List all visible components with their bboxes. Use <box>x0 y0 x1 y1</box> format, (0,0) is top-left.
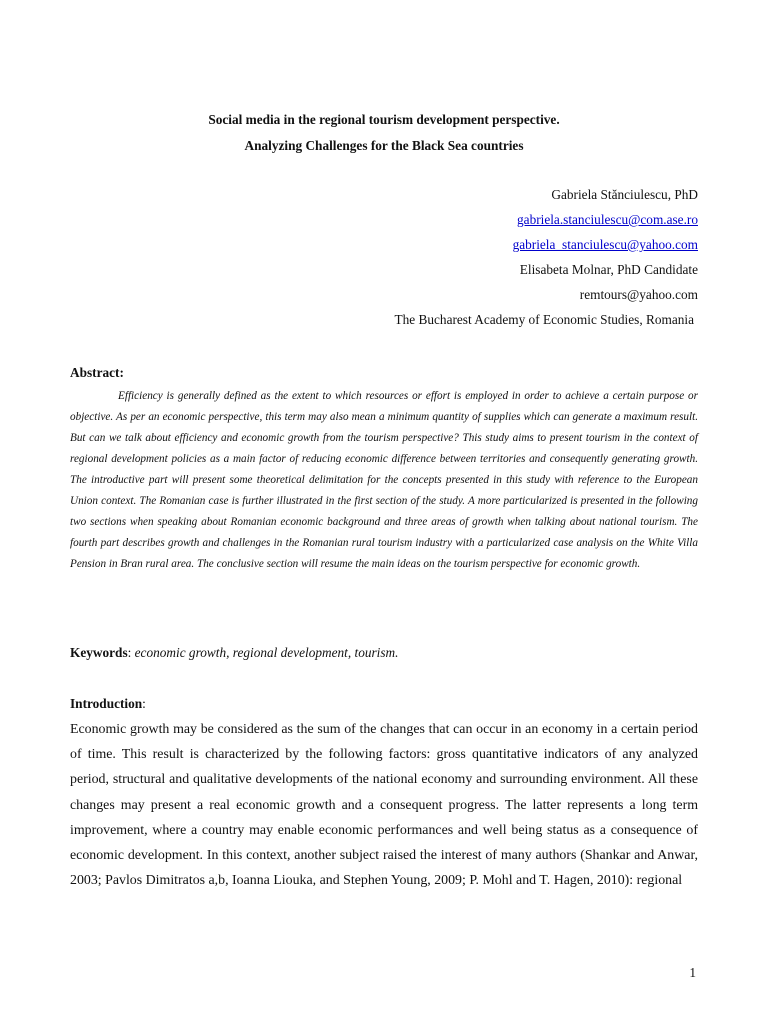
introduction-heading-line <box>70 695 146 713</box>
author-name-2: Elisabeta Molnar, PhD Candidate <box>519 262 698 277</box>
introduction-colon: : <box>142 696 146 711</box>
author-email-3: remtours@yahoo.com <box>579 287 698 302</box>
abstract-text: Efficiency is generally defined as the extent to which resources or effort is employed in order to achieve a certain purpose or objective. As per an economic perspective, this term may also mean a minimum quantity of supplies which can generate a maximum result. But can we talk about efficiency and economic growth from the tourism perspective? This study aims to present tourism in the context of regional development policies as a main factor of reducing economic difference between territories and consequently generating growth. The introductive part will present some theoretical delimitation for the concepts presented in this study with reference to the European Union context. The Romanian case is further illustrated in the first section of the study. A more particularized is presented in the following two sections when speaking about Romanian economic background and three areas of growth when talking about national tourism. The fourth part describes growth and challenges in the Romanian rural tourism industry with a particularized case analysis on the White Villa Pension in Bran rural area. The conclusive section will resume the main ideas on the tourism perspective for economic growth. <box>70 390 698 570</box>
keywords-value: economic growth, regional development, tourism. <box>134 645 399 660</box>
author-name-1: Gabriela Stănciulescu, PhD <box>551 187 698 202</box>
author-institution: The Bucharest Academy of Economic Studies, Romania <box>394 312 694 327</box>
paper-title-line-2: Analyzing Challenges for the Black Sea countries <box>244 138 524 153</box>
page-number: 1 <box>689 965 696 980</box>
abstract-heading: Abstract: <box>70 365 124 380</box>
introduction-paragraph: Economic growth may be considered as the sum of the changes that can occur in an economy in a certain period of time. This result is characterized by the following factors: gross quantitative indicators of any analyzed period, structural and qualitative developments of the national economy and surrounding environment. All these changes may present a real economic growth and a consequent progress. The latter represents a long term improvement, where a country may enable economic performances and well being status as a consequence of economic development. In this context, another subject raised the interest of many authors (Shankar and Anwar, 2003; Pavlos Dimitratos a,b, Ioanna Liouka, and Stephen Young, 2009; P. Mohl and T. Hagen, 2010): regional <box>70 722 698 889</box>
author-email-link-1[interactable]: gabriela.stanciulescu@com.ase.ro <box>517 212 698 227</box>
keywords-separator: : <box>127 645 135 660</box>
author-email-link-2[interactable]: gabriela_stanciulescu@yahoo.com <box>512 237 698 252</box>
introduction-heading: Introduction <box>70 696 143 711</box>
keywords-line <box>70 644 698 662</box>
paper-title-line-1: Social media in the regional tourism development perspective. <box>208 112 560 127</box>
author-block <box>98 182 698 332</box>
keywords-label: Keywords <box>70 645 128 660</box>
